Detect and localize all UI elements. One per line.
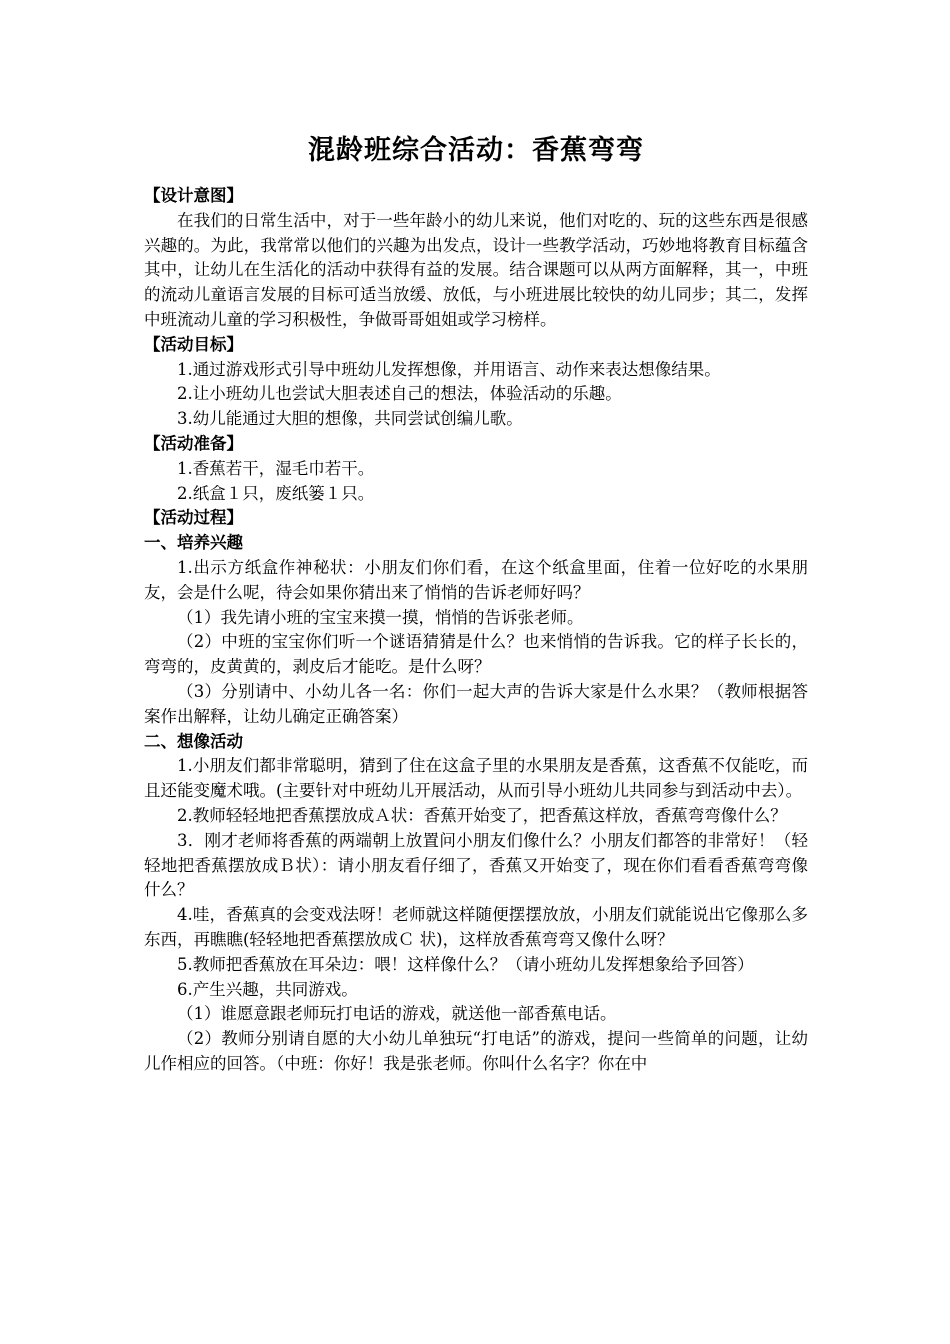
process-paragraph: 2.教师轻轻地把香蕉摆放成Ａ状：香蕉开始变了，把香蕉这样放，香蕉弯弯像什么？: [177, 805, 787, 825]
process-paragraph: （2）中班的宝宝你们听一个谜语猜猜是什么？也来悄悄的告诉我。它的样子长长的，弯弯的，皮黄黄的，剥皮后才能吃。是什么呀？: [144, 632, 808, 677]
process-paragraph: 4.哇，香蕉真的会变戏法呀！老师就这样随便摆摆放放，小朋友们就能说出它像那么多东西，再瞧瞧(轻轻地把香蕉摆放成Ｃ 状)，这样放香蕉弯弯又像什么呀？: [144, 905, 808, 949]
process-paragraph: 1.小朋友们都非常聪明，猜到了住在这盒子里的水果朋友是香蕉，这香蕉不仅能吃，而且还能变魔术哦。(主要针对中班幼儿开展活动，从而引导小班幼儿共同参与到活动中去）。: [144, 756, 808, 801]
subsection-heading-interest: 一、培养兴趣: [144, 533, 243, 553]
section-heading-process: 【活动过程】: [144, 508, 243, 528]
process-paragraph: （1）谁愿意跟老师玩打电话的游戏，就送他一部香蕉电话。: [177, 1004, 617, 1024]
process-paragraph: （3）分别请中、小幼儿各一名：你们一起大声的告诉大家是什么水果？（教师根据答案作出解释，让幼儿确定正确答案）: [144, 681, 808, 726]
subsection-heading-imagination: 二、想像活动: [144, 731, 243, 751]
process-paragraph: 6.产生兴趣，共同游戏。: [177, 979, 358, 999]
goal-item-3: 3.幼儿能通过大胆的想像，共同尝试创编儿歌。: [177, 409, 523, 429]
section-heading-design-intent: 【设计意图】: [144, 186, 243, 205]
process-paragraph: （2）教师分别请自愿的大小幼儿单独玩“打电话”的游戏，提问一些简单的问题，让幼儿作相应的回答。（中班：你好！我是张老师。你叫什么名字？你在中: [144, 1029, 808, 1073]
section-heading-preparation: 【活动准备】: [144, 433, 243, 453]
goal-item-1: 1.通过游戏形式引导中班幼儿发挥想像，并用语言、动作来表达想像结果。: [177, 359, 721, 379]
process-paragraph: 1.出示方纸盒作神秘状：小朋友们你们看，在这个纸盒里面，住着一位好吃的水果朋友，会是什么呢，待会如果你猜出来了悄悄的告诉老师好吗？: [144, 557, 808, 602]
document-body: [144, 184, 808, 1077]
process-paragraph: 3．刚才老师将香蕉的两端朝上放置问小朋友们像什么？小朋友们都答的非常好！（轻轻地把香蕉摆放成Ｂ状）：请小朋友看仔细了，香蕉又开始变了，现在你们看看香蕉弯弯像什么？: [144, 830, 808, 900]
prep-item-1: 1.香蕉若干，湿毛巾若干。: [177, 458, 375, 478]
document-title: 混龄班综合活动：香蕉弯弯: [308, 135, 644, 166]
prep-item-2: 2.纸盒１只，废纸篓１只。: [177, 483, 375, 503]
process-paragraph: （1）我先请小班的宝宝来摸一摸，悄悄的告诉张老师。: [177, 607, 584, 627]
goal-item-2: 2.让小班幼儿也尝试大胆表述自己的想法，体验活动的乐趣。: [177, 384, 622, 404]
paragraph-design-intent: 在我们的日常生活中，对于一些年龄小的幼儿来说，他们对吃的、玩的这些东西是很感兴趣的。为此，我常常以他们的兴趣为出发点，设计一些教学活动，巧妙地将教育目标蕴含其中，让幼儿在生活化的活动中获得有益的发展。结合课题可以从两方面解释，其一，中班的流动儿童语言发展的目标可适当放缓、放低，与小班进展比较快的幼儿同步；其二，发挥中班流动儿童的学习积极性，争做哥哥姐姐或学习榜样。: [144, 210, 808, 329]
process-paragraph: 5.教师把香蕉放在耳朵边：喂！这样像什么？（请小班幼儿发挥想象给予回答）: [177, 954, 754, 974]
section-heading-goals: 【活动目标】: [144, 334, 243, 354]
